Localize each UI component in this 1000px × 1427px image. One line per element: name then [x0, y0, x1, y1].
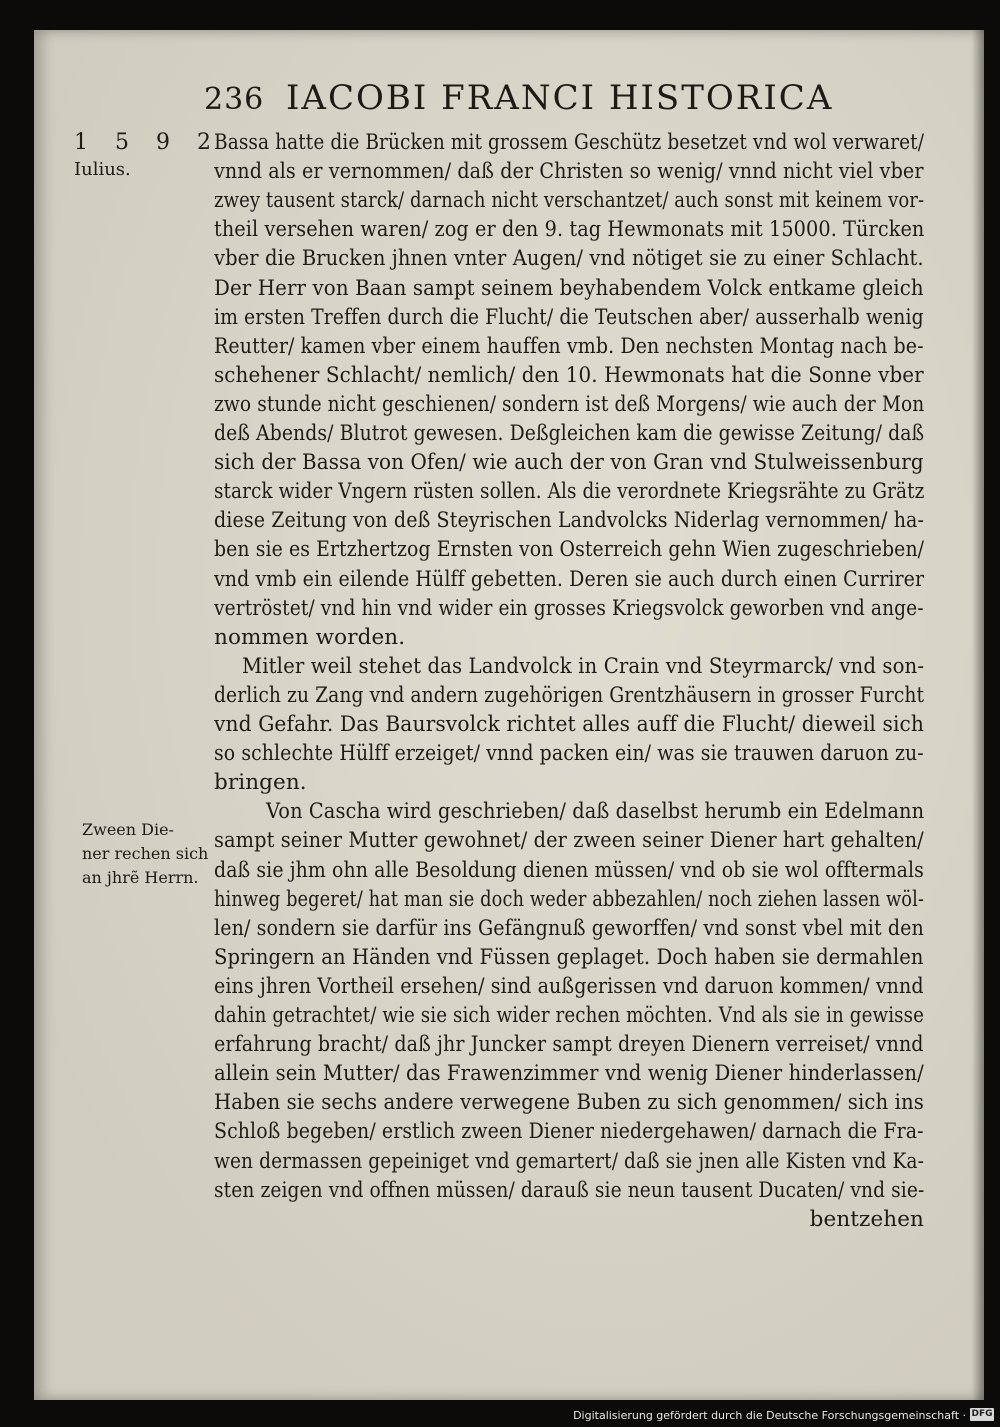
text-line: derlich zu Zang vnd andern zugehörigen Grentzhäusern in grosser Furcht [214, 682, 925, 708]
text-line: nommen worden. [214, 624, 406, 650]
text-line: vertröstet/ vnd hin vnd wider ein grosses Kriegsvolck geworben vnd ange- [214, 595, 924, 621]
dfg-logo: DFG [971, 1409, 993, 1419]
text-line: theil versehen waren/ zog er den 9. tag Hewmonats mit 15000. Türcken [214, 217, 925, 243]
text-line: sampt seiner Mutter gewohnet/ der zween seiner Diener hart gehalten/ [214, 828, 924, 854]
page-header [204, 78, 884, 122]
text-line: bringen. [214, 770, 307, 796]
text-line: vnd Gefahr. Das Baursvolck richtet alles auff die Flucht/ dieweil sich [214, 712, 925, 737]
margin-note-year: 1 5 9 2 [74, 130, 221, 155]
digitization-credit: Digitalisierung gefördert durch die Deutsche Forschungsgemeinschaft · [573, 1409, 966, 1422]
text-line: erfahrung bracht/ daß jhr Juncker sampt dreyen Dienern verreiset/ vnnd [214, 1032, 924, 1058]
running-head: IACOBI FRANCI HISTORICA [286, 78, 834, 118]
book-page [34, 30, 984, 1400]
text-line: dahin getrachtet/ wie sie sich wider rechen möchten. Vnd als sie in gewisse [214, 1003, 924, 1028]
margin-note-servants: Zween Die- ner rechen sich an jhrẽ Herrn. [82, 820, 209, 887]
text-line: zwo stunde nicht geschienen/ sondern ist deß Morgens/ wie auch der Mon [214, 391, 925, 417]
text-line: sten zeigen vnd offnen müssen/ darauß sie neun tausent Ducaten/ vnd sie- [214, 1177, 925, 1203]
text-line: Springern an Händen vnd Füssen geplaget. Doch haben sie dermahlen [214, 944, 924, 970]
page-number: 236 [204, 82, 265, 117]
text-line: ben sie es Ertzhertzog Ernsten von Osterreich gehn Wien zugeschrieben/ [214, 537, 925, 563]
text-line: diese Zeitung von deß Steyrischen Landvolcks Niderlag vernommen/ ha- [214, 508, 925, 534]
text-line: starck wider Vngern rüsten sollen. Als die verordnete Kriegsrähte zu Grätz [214, 479, 925, 505]
text-line: eins jhren Vortheil ersehen/ sind außgerissen vnd daruon kommen/ vnnd [214, 973, 924, 999]
text-line: so schlechte Hülff erzeiget/ vnnd packen ein/ was sie trauwen daruon zu- [214, 741, 924, 767]
text-line: vnd vmb ein eilende Hülff gebetten. Deren sie auch durch einen Currirer [214, 566, 925, 592]
text-line: Haben sie sechs andere verwegene Buben zu sich genommen/ sich ins [214, 1090, 924, 1116]
text-line: Mitler weil stehet das Landvolck in Crain vnd Steyrmarck/ vnd son- [242, 653, 925, 679]
text-line: Von Cascha wird geschrieben/ daß daselbst herumb ein Edelmann [266, 799, 925, 825]
text-line: bentzehen [809, 1206, 924, 1232]
text-line: wen dermassen gepeiniget vnd gemartert/ daß sie jnen alle Kisten vnd Ka- [214, 1148, 924, 1174]
text-line: vber die Brucken jhnen vnter Augen/ vnd nötiget sie zu einer Schlacht. [214, 246, 924, 272]
text-line: vnnd als er vernommen/ daß der Christen so wenig/ vnnd nicht viel vber [214, 159, 924, 185]
text-line: zwey tausent starck/ darnach nicht verschantzet/ auch sonst mit keinem vor- [214, 188, 925, 214]
text-line: hinweg begeret/ hat man sie doch weder abbezahlen/ noch ziehen lassen wöl- [214, 886, 924, 912]
text-line: Der Herr von Baan sampt seinem beyhabendem Volck entkame gleich [214, 275, 924, 301]
text-line: sich der Bassa von Ofen/ wie auch der von Gran vnd Stulweissenburg [214, 450, 924, 476]
text-line: Bassa hatte die Brücken mit grossem Geschütz besetzet vnd wol verwaret/ [214, 130, 925, 155]
text-line: schehener Schlacht/ nemlich/ den 10. Hewmonats hat die Sonne vber [214, 362, 924, 388]
margin-note-month: Iulius. [74, 159, 131, 180]
text-line: daß sie jhm ohn alle Besoldung dienen müssen/ vnd ob sie wol offtermals [214, 857, 924, 883]
text-line: Reutter/ kamen vber einem hauffen vmb. Den nechsten Montag nach be- [214, 333, 924, 359]
text-line: deß Abends/ Blutrot gewesen. Deßgleichen kam die gewisse Zeitung/ daß [214, 421, 925, 446]
page-edge-shadow [972, 30, 984, 1400]
text-line: im ersten Treffen durch die Flucht/ die Teutschen aber/ ausserhalb wenig [214, 304, 924, 330]
text-line: Schloß begeben/ erstlich zween Diener niedergehawen/ darnach die Fra- [214, 1119, 924, 1145]
text-line: allein sein Mutter/ das Frawenzimmer vnd wenig Diener hinderlassen/ [214, 1061, 924, 1087]
footer-bar [0, 1400, 1000, 1427]
text-line: len/ sondern sie darfür ins Gefängnuß geworffen/ vnd sonst vbel mit den [214, 915, 924, 941]
body-text [214, 128, 924, 1308]
